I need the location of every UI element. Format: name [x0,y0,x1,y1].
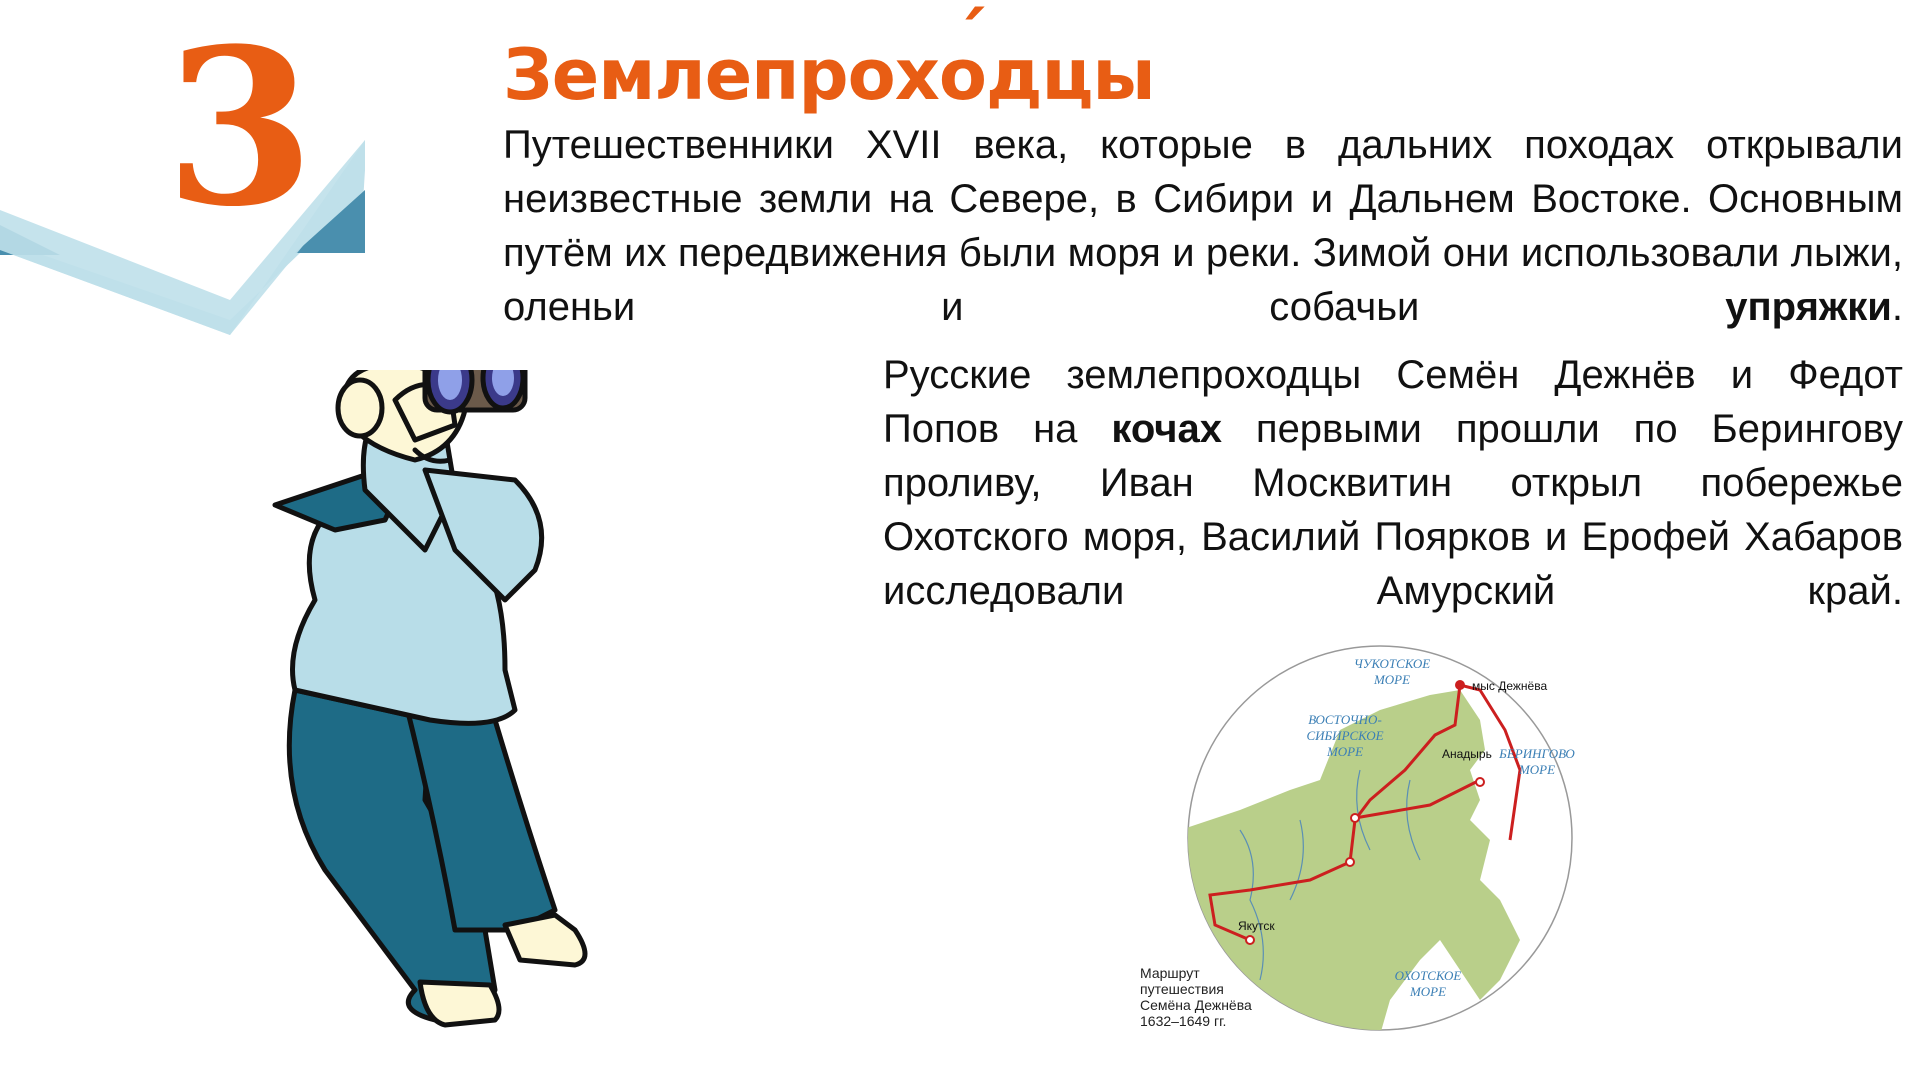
label-bering-sea-1: БЕРИНГОВО [1499,746,1575,761]
caption-line: путешествия [1140,981,1224,997]
label-east-siberian-sea-3: МОРЕ [1326,744,1364,759]
intro-text: Путешественники XVII века, которые в дальних походах открывали неизвестные земли на Севере, в Сибири и Дальнем Востоке. Основным путём их передвижения были моря и реки. Зимой они использовали лыжи, оленьи и собачьи [503,123,1903,329]
title-accent-letter: о ´ [939,34,986,116]
page-title [503,34,1155,116]
label-okhotsk-sea-1: ОХОТСКОЕ [1394,968,1462,983]
intro-text-end: . [1891,285,1903,329]
caption-line: 1632–1649 гг. [1140,1013,1227,1029]
intro-bold-term: упряжки [1725,285,1892,329]
label-bering-sea-2: МОРЕ [1518,762,1556,777]
caption-line: Маршрут [1140,965,1200,981]
label-chukchi-sea-1: ЧУКОТСКОЕ [1353,656,1431,671]
explorers-paragraph [883,348,1903,618]
title-part2: дцы [985,34,1155,116]
explorers-bold-term: кочах [1111,407,1222,451]
label-east-siberian-sea-1: ВОСТОЧНО- [1308,712,1382,727]
intro-paragraph [503,118,1903,334]
label-yakutsk: Якутск [1238,919,1275,933]
label-anadyr: Анадырь [1442,747,1492,761]
label-okhotsk-sea-2: МОРЕ [1409,984,1447,999]
label-chukchi-sea-2: МОРЕ [1373,672,1411,687]
title-part1: Землепрох [503,34,939,116]
label-cape-dezhnev: мыс Дежнёва [1472,679,1548,693]
bear-with-binoculars-illustration [255,370,655,1040]
caption-line: Семёна Дежнёва [1140,997,1252,1013]
explorers-text: Русские землепроходцы Семён Дежнёв и Федот Попов на [883,353,1903,451]
label-east-siberian-sea-2: СИБИРСКОЕ [1306,728,1384,743]
page-number: 3 [165,1,315,254]
explorers-text-end: первыми прошли по Берингову проливу, Иван Москвитин открыл побережье Охотского моря, Василий Поярков и Ерофей Хабаров исследовали Амурский край. [883,407,1903,613]
map-caption [1140,965,1280,1029]
